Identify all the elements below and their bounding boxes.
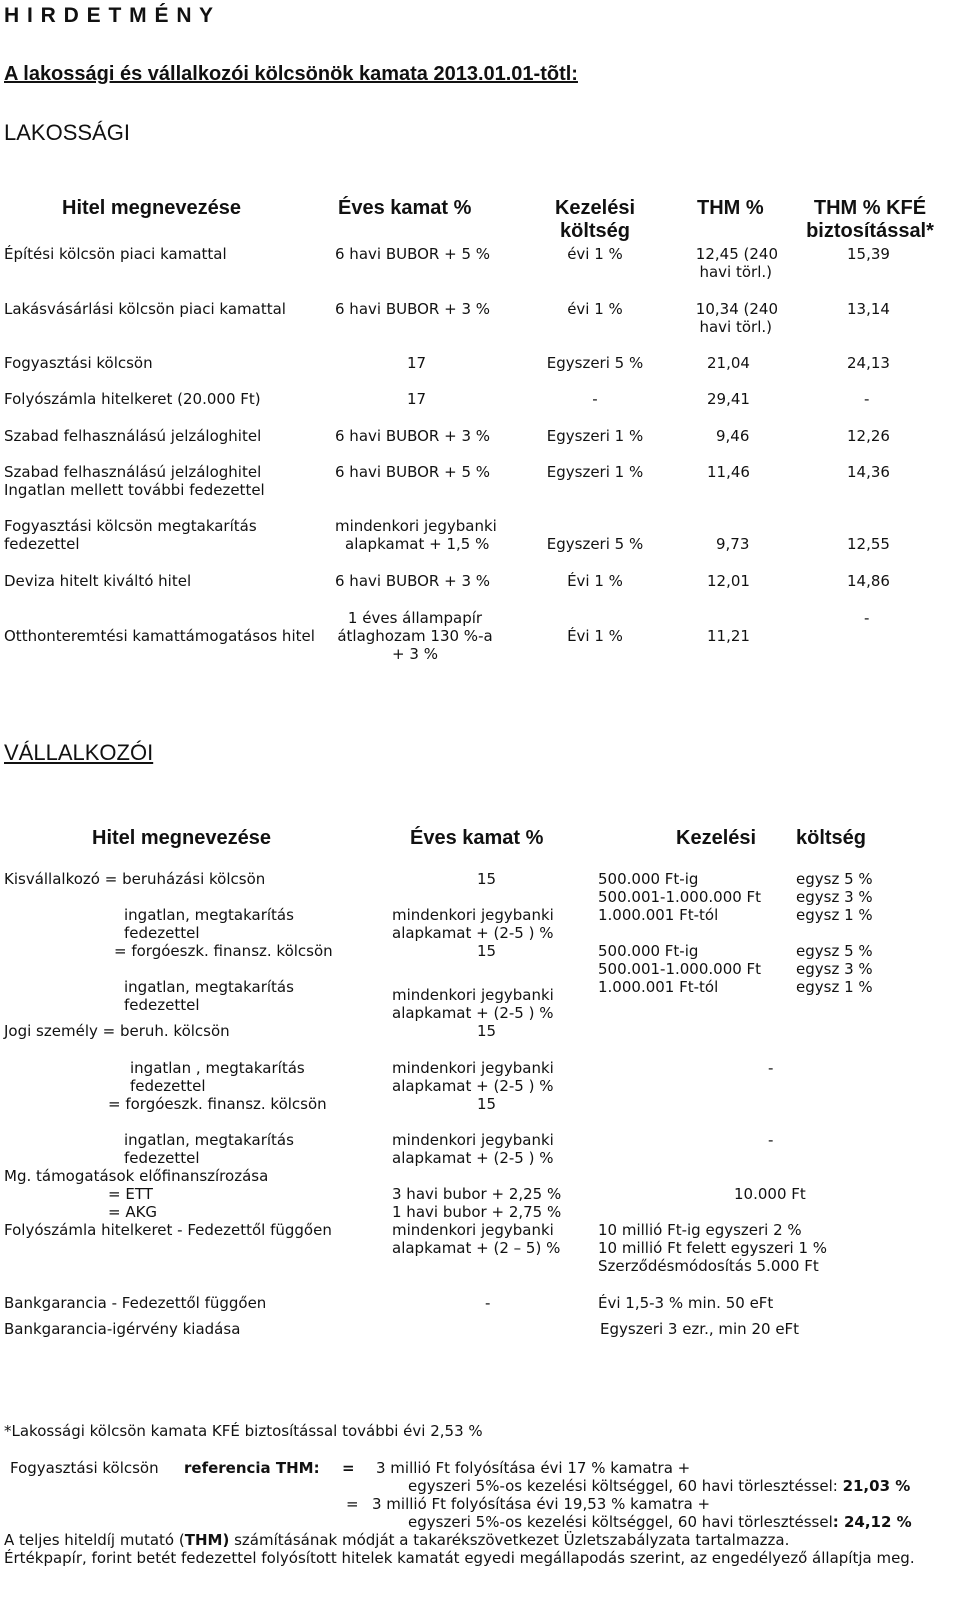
row-rate-2: átlaghozam 130 %-a bbox=[337, 627, 493, 645]
row-fee: - bbox=[592, 390, 598, 408]
equals-sign: = bbox=[342, 1459, 355, 1477]
tier-2: 500.001-1.000.000 Ft bbox=[598, 888, 762, 906]
row-name: Fogyasztási kölcsön bbox=[4, 354, 153, 372]
row-thm: 10,34 (240 bbox=[695, 300, 778, 318]
row-thm: 11,46 bbox=[707, 463, 750, 481]
collateral-label: ingatlan, megtakarítás bbox=[124, 1131, 294, 1149]
row-name: Szabad felhasználású jelzáloghitel bbox=[4, 463, 262, 481]
header-rate: Éves kamat % bbox=[410, 827, 544, 849]
row-fee: Évi 1 % bbox=[567, 572, 623, 590]
bankgarancia-rate: - bbox=[485, 1294, 491, 1312]
tier-3-fee: egysz 1 % bbox=[796, 978, 873, 996]
collateral-label: ingatlan, megtakarítás bbox=[124, 978, 294, 996]
collateral-label-2: fedezettel bbox=[124, 1149, 200, 1167]
reference-thm-label: referencia THM: bbox=[184, 1459, 320, 1477]
rate-label: mindenkori jegybanki bbox=[392, 906, 554, 924]
row-rate: 17 bbox=[407, 390, 427, 408]
row-thm-kfe: 12,26 bbox=[847, 427, 890, 445]
folyoszamla-rate: mindenkori jegybanki bbox=[392, 1221, 554, 1239]
tier-1-fee: egysz 5 % bbox=[796, 942, 873, 960]
row-name: Otthonteremtési kamattámogatásos hitel bbox=[4, 627, 315, 645]
row-thm-2: havi törl.) bbox=[699, 318, 772, 336]
row-rate-3: + 3 % bbox=[392, 645, 438, 663]
row-rate: 6 havi BUBOR + 3 % bbox=[335, 427, 491, 445]
folyoszamla-fee-1: 10 millió Ft-ig egyszeri 2 % bbox=[598, 1221, 802, 1239]
fee-dash: - bbox=[768, 1059, 774, 1077]
row-thm: 12,01 bbox=[707, 572, 750, 590]
row-fee: Egyszeri 5 % bbox=[546, 354, 644, 372]
row-name: Deviza hitelt kiváltó hitel bbox=[4, 572, 192, 590]
row-thm-kfe: 14,86 bbox=[847, 572, 890, 590]
document-title: H I R D E T M É N Y bbox=[4, 4, 214, 27]
rate-label-2: alapkamat + (2-5 ) % bbox=[392, 1077, 554, 1095]
row-fee: Évi 1 % bbox=[567, 627, 623, 645]
row-thm-kfe: 15,39 bbox=[847, 245, 890, 263]
bankgarancia-label: Bankgarancia - Fedezettől függően bbox=[4, 1294, 267, 1312]
tier-3: 1.000.001 Ft-tól bbox=[598, 978, 719, 996]
forgoeszk-rate: 15 bbox=[477, 942, 497, 960]
row-thm-kfe: 14,36 bbox=[847, 463, 890, 481]
row-rate-2: alapkamat + 1,5 % bbox=[345, 535, 490, 553]
collateral-label-2: fedezettel bbox=[124, 924, 200, 942]
row-name: Szabad felhasználású jelzáloghitel bbox=[4, 427, 262, 445]
reference-line-1a: 3 millió Ft folyósítása évi 17 % kamatra + bbox=[376, 1459, 691, 1477]
jogi-szemely-rate: 15 bbox=[477, 1022, 497, 1040]
row-fee: évi 1 % bbox=[567, 245, 623, 263]
row-name: Fogyasztási kölcsön megtakarítás bbox=[4, 517, 257, 535]
reference-thm-product: Fogyasztási kölcsön bbox=[10, 1459, 159, 1477]
section-heading-lakossagi: LAKOSSÁGI bbox=[4, 120, 130, 145]
reference-line-2b: egyszeri 5%-os kezelési költséggel, 60 havi törlesztéssel: 24,12 % bbox=[408, 1513, 912, 1531]
forgoeszk-label: = forgóeszk. finansz. kölcsön bbox=[108, 1095, 327, 1113]
header-fee-2: költség bbox=[559, 220, 631, 242]
row-thm-2: havi törl.) bbox=[699, 263, 772, 281]
reference-line-2a: 3 millió Ft folyósítása évi 19,53 % kamatra + bbox=[372, 1495, 711, 1513]
row-name: Lakásvásárlási kölcsön piaci kamattal bbox=[4, 300, 286, 318]
row-thm-kfe: - bbox=[864, 609, 870, 627]
row-name-2: fedezettel bbox=[4, 535, 80, 553]
header-thm-kfe-2: biztosítással* bbox=[806, 220, 934, 242]
row-name: Folyószámla hitelkeret (20.000 Ft) bbox=[4, 390, 261, 408]
rate-label: mindenkori jegybanki bbox=[392, 1059, 554, 1077]
header-fee-1: Kezelési bbox=[676, 827, 757, 849]
row-rate: 6 havi BUBOR + 3 % bbox=[335, 572, 491, 590]
folyoszamla-label: Folyószámla hitelkeret - Fedezettől függően bbox=[4, 1221, 332, 1239]
row-fee: Egyszeri 1 % bbox=[546, 427, 644, 445]
rate-label-2: alapkamat + (2-5 ) % bbox=[392, 924, 554, 942]
tier-3-fee: egysz 1 % bbox=[796, 906, 873, 924]
collateral-label-2: fedezettel bbox=[124, 996, 200, 1014]
forgoeszk-label: = forgóeszk. finansz. kölcsön bbox=[114, 942, 333, 960]
bankgarancia-fee: Évi 1,5-3 % min. 50 eFt bbox=[598, 1294, 774, 1312]
akg-rate: 1 havi bubor + 2,75 % bbox=[392, 1203, 562, 1221]
row-rate: mindenkori jegybanki bbox=[335, 517, 497, 535]
row-thm: 12,45 (240 bbox=[695, 245, 778, 263]
tier-1: 500.000 Ft-ig bbox=[598, 942, 699, 960]
rate-label: mindenkori jegybanki bbox=[392, 986, 554, 1004]
bankgarancia-igerveny-label: Bankgarancia-igérvény kiadása bbox=[4, 1320, 241, 1338]
forgoeszk-rate: 15 bbox=[477, 1095, 497, 1113]
tier-2-fee: egysz 3 % bbox=[796, 888, 873, 906]
row-thm: 21,04 bbox=[707, 354, 750, 372]
reference-line-1b: egyszeri 5%-os kezelési költséggel, 60 havi törlesztéssel: 21,03 % bbox=[408, 1477, 911, 1495]
document-subtitle: A lakossági és vállalkozói kölcsönök kamata 2013.01.01-tõtl: bbox=[4, 63, 578, 85]
tier-2-fee: egysz 3 % bbox=[796, 960, 873, 978]
ett-rate: 3 havi bubor + 2,25 % bbox=[392, 1185, 562, 1203]
header-fee-2: költség bbox=[796, 827, 867, 849]
rate-label: mindenkori jegybanki bbox=[392, 1131, 554, 1149]
row-name-2: Ingatlan mellett további fedezettel bbox=[4, 481, 265, 499]
kisvallalkozo-label: Kisvállalkozó = beruházási kölcsön bbox=[4, 870, 266, 888]
tier-1: 500.000 Ft-ig bbox=[598, 870, 699, 888]
row-thm: 9,73 bbox=[716, 535, 750, 553]
akg-label: = AKG bbox=[108, 1203, 158, 1221]
row-rate: 6 havi BUBOR + 5 % bbox=[335, 463, 491, 481]
row-thm-kfe: 12,55 bbox=[847, 535, 890, 553]
equals-sign: = bbox=[346, 1495, 359, 1513]
row-thm-kfe: 13,14 bbox=[847, 300, 890, 318]
row-thm-kfe: 24,13 bbox=[847, 354, 890, 372]
folyoszamla-fee-2: 10 millió Ft felett egyszeri 1 % bbox=[598, 1239, 828, 1257]
rate-label-2: alapkamat + (2-5 ) % bbox=[392, 1004, 554, 1022]
collateral-label: ingatlan , megtakarítás bbox=[130, 1059, 305, 1077]
collateral-label-2: fedezettel bbox=[130, 1077, 206, 1095]
rate-label-2: alapkamat + (2-5 ) % bbox=[392, 1149, 554, 1167]
header-fee-1: Kezelési bbox=[554, 197, 636, 219]
row-rate: 6 havi BUBOR + 3 % bbox=[335, 300, 491, 318]
header-thm-kfe-1: THM % KFÉ bbox=[813, 197, 927, 219]
fee-dash: - bbox=[768, 1131, 774, 1149]
header-rate: Éves kamat % bbox=[338, 197, 472, 219]
row-fee: Egyszeri 1 % bbox=[546, 463, 644, 481]
row-thm-kfe: - bbox=[864, 390, 870, 408]
row-thm: 29,41 bbox=[707, 390, 750, 408]
row-fee: évi 1 % bbox=[567, 300, 623, 318]
tier-3: 1.000.001 Ft-tól bbox=[598, 906, 719, 924]
row-fee: Egyszeri 5 % bbox=[546, 535, 644, 553]
bankgarancia-igerveny-fee: Egyszeri 3 ezr., min 20 eFt bbox=[600, 1320, 800, 1338]
ett-fee: 10.000 Ft bbox=[734, 1185, 806, 1203]
mg-tamogatas-label: Mg. támogatások előfinanszírozása bbox=[4, 1167, 269, 1185]
tier-2: 500.001-1.000.000 Ft bbox=[598, 960, 762, 978]
row-thm: 11,21 bbox=[707, 627, 750, 645]
securities-note: Értékpapír, forint betét fedezettel folyósított hitelek kamatát egyedi megállapodás szerint, az engedélyező állapítja meg. bbox=[4, 1549, 915, 1567]
folyoszamla-rate-2: alapkamat + (2 – 5) % bbox=[392, 1239, 561, 1257]
header-thm: THM % bbox=[697, 197, 764, 219]
collateral-label: ingatlan, megtakarítás bbox=[124, 906, 294, 924]
section-heading-vallalkozoi: VÁLLALKOZÓI bbox=[4, 740, 154, 765]
row-thm: 9,46 bbox=[716, 427, 750, 445]
kfe-footnote: *Lakossági kölcsön kamata KFÉ biztosítással további évi 2,53 % bbox=[4, 1422, 483, 1440]
thm-note: A teljes hiteldíj mutató (THM) számításának módját a takarékszövetkezet Üzletszabályzata tartalmazza. bbox=[4, 1531, 790, 1549]
row-rate: 6 havi BUBOR + 5 % bbox=[335, 245, 491, 263]
kisvallalkozo-rate: 15 bbox=[477, 870, 497, 888]
ett-label: = ETT bbox=[108, 1185, 153, 1203]
row-rate: 17 bbox=[407, 354, 427, 372]
row-name: Építési kölcsön piaci kamattal bbox=[4, 245, 227, 263]
folyoszamla-fee-3: Szerződésmódosítás 5.000 Ft bbox=[598, 1257, 819, 1275]
tier-1-fee: egysz 5 % bbox=[796, 870, 873, 888]
header-name: Hitel megnevezése bbox=[92, 827, 271, 849]
jogi-szemely-label: Jogi személy = beruh. kölcsön bbox=[4, 1022, 230, 1040]
header-name: Hitel megnevezése bbox=[62, 197, 241, 219]
row-rate: 1 éves állampapír bbox=[347, 609, 483, 627]
